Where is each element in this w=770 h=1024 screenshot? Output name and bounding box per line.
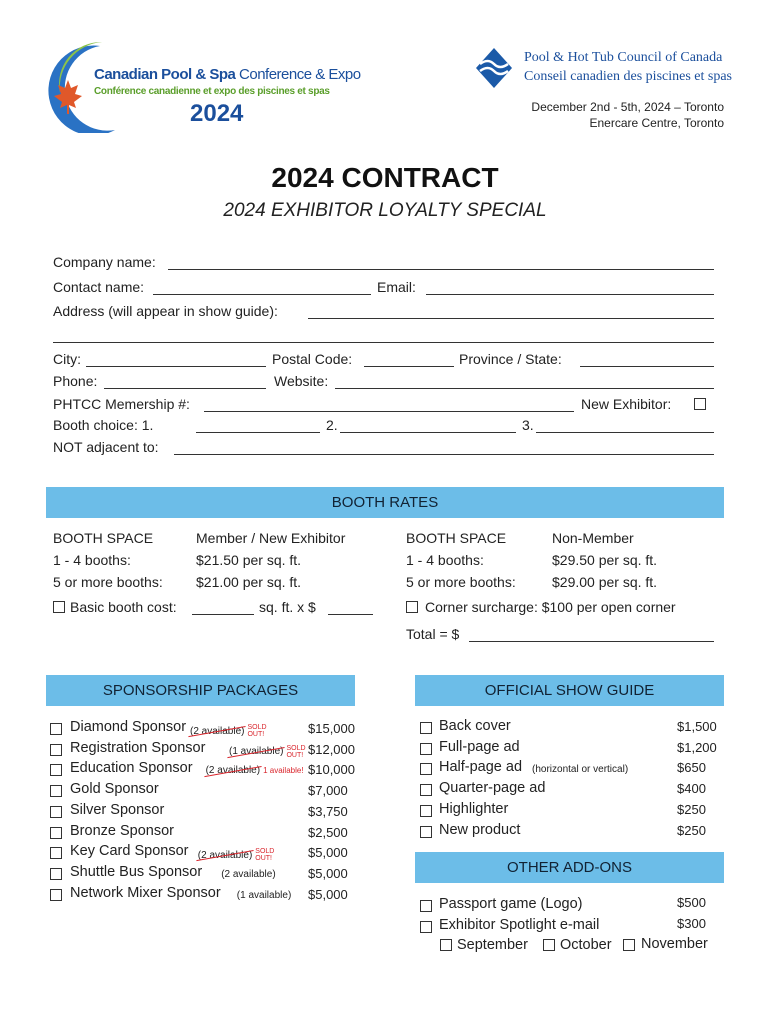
booth-tier-2: 5 or more booths: xyxy=(53,574,163,590)
sponsor-status-note: SOLD OUT! xyxy=(255,848,275,863)
guide-checkbox[interactable] xyxy=(420,805,432,817)
guide-checkbox[interactable] xyxy=(420,743,432,755)
address-label: Address (will appear in show guide): xyxy=(53,303,278,319)
sponsor-availability: (1 available) xyxy=(236,889,292,901)
member-price-1: $21.50 per sq. ft. xyxy=(196,552,302,568)
event-dates: December 2nd - 5th, 2024 – Toronto xyxy=(531,100,724,114)
guide-item-price: $650 xyxy=(677,760,706,776)
sponsor-name: Diamond Sponsor xyxy=(70,719,187,735)
sponsor-price: $2,500 xyxy=(308,824,348,840)
guide-checkbox[interactable] xyxy=(420,826,432,838)
addon-name: Exhibitor Spotlight e-mail xyxy=(439,916,600,933)
conference-year: 2024 xyxy=(190,100,244,127)
diamond-logo-icon xyxy=(474,46,514,90)
booth-tier-1-nm: 1 - 4 booths: xyxy=(406,552,484,568)
sponsor-checkbox[interactable] xyxy=(50,827,62,839)
not-adjacent-label: NOT adjacent to: xyxy=(53,439,159,455)
new-exhibitor-label: New Exhibitor: xyxy=(581,396,672,412)
sponsor-name: Key Card Sponsor xyxy=(70,843,189,860)
booth-space-heading-nm: BOOTH SPACE xyxy=(406,530,507,546)
basic-rate-field[interactable] xyxy=(328,614,373,615)
council-name-en: Pool & Hot Tub Council of Canada xyxy=(524,50,723,65)
total-field[interactable] xyxy=(469,641,714,642)
sponsor-price: $5,000 xyxy=(308,865,348,881)
basic-booth-checkbox[interactable] xyxy=(53,601,65,613)
council-logo xyxy=(474,44,734,94)
month-november-label: November xyxy=(641,936,708,952)
conference-title-2: Conference & Expo xyxy=(239,66,361,83)
member-heading: Member / New Exhibitor xyxy=(196,530,346,546)
council-name-fr: Conseil canadien des piscines et spas xyxy=(524,69,733,84)
city-label: City: xyxy=(53,351,81,367)
website-field[interactable] xyxy=(335,388,714,389)
sponsor-availability: (2 available) xyxy=(197,849,253,861)
non-member-price-1: $29.50 per sq. ft. xyxy=(552,552,658,568)
event-venue: Enercare Centre, Toronto xyxy=(589,116,724,130)
corner-surcharge-checkbox[interactable] xyxy=(406,601,418,613)
basic-sqft-field[interactable] xyxy=(192,614,254,615)
address-field[interactable] xyxy=(308,318,714,319)
new-exhibitor-checkbox[interactable] xyxy=(694,398,706,410)
corner-surcharge-label: Corner surcharge: $100 per open corner xyxy=(425,599,676,615)
sponsor-availability: (2 available) xyxy=(221,868,276,880)
sponsor-checkbox[interactable] xyxy=(50,764,62,776)
booth-rates-header: BOOTH RATES xyxy=(46,487,724,518)
guide-checkbox[interactable] xyxy=(420,784,432,796)
contact-field[interactable] xyxy=(153,294,371,295)
not-adjacent-field[interactable] xyxy=(174,454,714,455)
sponsor-price: $7,000 xyxy=(308,783,348,799)
sponsor-price: $5,000 xyxy=(308,886,348,902)
province-field[interactable] xyxy=(580,366,714,367)
sponsor-availability: (2 available) xyxy=(205,765,261,777)
guide-item-name: Highlighter xyxy=(439,800,509,817)
basic-booth-label: Basic booth cost: xyxy=(70,599,177,615)
booth-space-heading: BOOTH SPACE xyxy=(53,530,154,546)
sponsor-price: $5,000 xyxy=(308,845,348,861)
guide-item-price: $250 xyxy=(677,822,706,838)
sponsor-status-note: SOLD OUT! xyxy=(286,744,306,759)
total-label: Total = $ xyxy=(406,626,460,642)
phone-label: Phone: xyxy=(53,373,98,389)
booth-choice-3-field[interactable] xyxy=(536,432,714,433)
address-field-2[interactable] xyxy=(53,342,714,343)
member-price-2: $21.00 per sq. ft. xyxy=(196,574,302,590)
sponsor-name: Network Mixer Sponsor xyxy=(70,884,221,901)
addons-header: OTHER ADD-ONS xyxy=(415,852,724,883)
guide-item-price: $1,200 xyxy=(677,739,717,755)
company-label: Company name: xyxy=(53,254,156,270)
province-label: Province / State: xyxy=(459,351,562,367)
sponsor-status-note: 1 available! xyxy=(263,766,304,776)
guide-checkbox[interactable] xyxy=(420,722,432,734)
sponsor-name: Registration Sponsor xyxy=(70,739,206,756)
sponsor-checkbox[interactable] xyxy=(50,806,62,818)
guide-item-name: Back cover xyxy=(439,718,511,734)
guide-item-price: $250 xyxy=(677,801,706,817)
addon-price: $500 xyxy=(677,895,706,910)
month-september-label: September xyxy=(457,937,528,953)
show-guide-header: OFFICIAL SHOW GUIDE xyxy=(415,675,724,706)
non-member-price-2: $29.00 per sq. ft. xyxy=(552,574,658,590)
month-september-checkbox[interactable] xyxy=(440,939,452,951)
sponsor-price: $3,750 xyxy=(308,803,348,819)
guide-item-price: $400 xyxy=(677,781,706,797)
sponsor-price: $12,000 xyxy=(308,741,355,757)
addon-checkbox[interactable] xyxy=(420,900,432,912)
guide-item-price: $1,500 xyxy=(677,719,717,734)
postal-field[interactable] xyxy=(364,366,454,367)
website-label: Website: xyxy=(274,373,329,389)
city-field[interactable] xyxy=(86,366,266,367)
booth-choice-label: Booth choice: 1. xyxy=(53,417,154,433)
conference-title-fr: Conférence canadienne et expo des piscines et spas xyxy=(94,86,330,97)
page-title: 2024 CONTRACT xyxy=(271,162,499,193)
conference-logo xyxy=(40,38,361,133)
sponsor-price: $15,000 xyxy=(308,721,355,736)
sponsor-name: Shuttle Bus Sponsor xyxy=(70,863,203,880)
sponsor-checkbox[interactable] xyxy=(50,744,62,756)
conference-title-1: Canadian Pool & Spa xyxy=(94,66,236,83)
month-october-label: October xyxy=(560,937,612,953)
booth-choice-3-label: 3. xyxy=(522,417,534,433)
sponsor-checkbox[interactable] xyxy=(50,889,62,901)
guide-item-name: Quarter-page ad xyxy=(439,780,546,797)
membership-label: PHTCC Memership #: xyxy=(53,396,190,412)
sponsor-name: Gold Sponsor xyxy=(70,781,159,798)
sqft-label: sq. ft. x $ xyxy=(259,599,316,615)
booth-choice-2-field[interactable] xyxy=(340,432,516,433)
email-label: Email: xyxy=(377,279,416,295)
guide-checkbox[interactable] xyxy=(420,763,432,775)
addon-checkbox[interactable] xyxy=(420,921,432,933)
month-october-checkbox[interactable] xyxy=(543,939,555,951)
sponsor-name: Education Sponsor xyxy=(70,760,193,777)
sponsor-checkbox[interactable] xyxy=(50,785,62,797)
sponsor-availability: (1 available) xyxy=(229,746,284,758)
phone-field[interactable] xyxy=(104,388,266,389)
guide-item-name: Full-page ad xyxy=(439,738,520,755)
sponsor-availability: (2 available) xyxy=(190,725,245,737)
guide-item-note: (horizontal or vertical) xyxy=(532,764,629,776)
sponsor-name: Bronze Sponsor xyxy=(70,822,174,839)
company-field[interactable] xyxy=(168,269,714,270)
membership-field[interactable] xyxy=(204,411,574,412)
page-subtitle: 2024 EXHIBITOR LOYALTY SPECIAL xyxy=(223,200,547,221)
month-november-checkbox[interactable] xyxy=(623,939,635,951)
non-member-heading: Non-Member xyxy=(552,530,634,546)
sponsor-checkbox[interactable] xyxy=(50,723,62,735)
addon-name: Passport game (Logo) xyxy=(439,896,583,912)
guide-item-name: New product xyxy=(439,821,521,838)
sponsor-checkbox[interactable] xyxy=(50,847,62,859)
sponsorship-header: SPONSORSHIP PACKAGES xyxy=(46,675,355,706)
email-field[interactable] xyxy=(426,294,714,295)
contact-label: Contact name: xyxy=(53,279,145,295)
sponsor-price: $10,000 xyxy=(308,762,355,778)
addon-price: $300 xyxy=(677,915,706,931)
sponsor-checkbox[interactable] xyxy=(50,868,62,880)
booth-tier-2-nm: 5 or more booths: xyxy=(406,574,516,590)
booth-choice-1-field[interactable] xyxy=(196,432,320,433)
postal-label: Postal Code: xyxy=(272,351,353,367)
booth-tier-1: 1 - 4 booths: xyxy=(53,552,131,568)
sponsor-status-note: SOLD OUT! xyxy=(247,724,267,738)
sponsor-name: Silver Sponsor xyxy=(70,801,165,818)
guide-item-name: Half-page ad xyxy=(439,759,523,776)
booth-choice-2-label: 2. xyxy=(326,417,338,433)
